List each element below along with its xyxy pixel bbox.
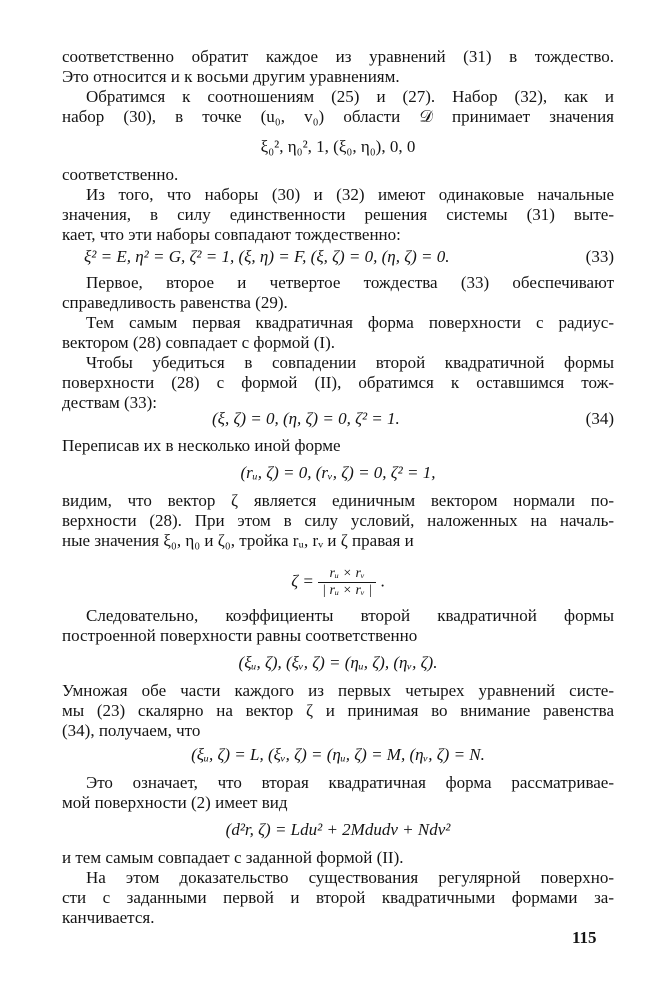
text-line: набор (30), в точке (u₀, v₀) области 𝒟 принимает значения bbox=[62, 107, 614, 126]
equation-34-number: (34) bbox=[585, 409, 614, 428]
text-line: Чтобы убедиться в совпадении второй квадратичной формы bbox=[86, 353, 614, 372]
text-line: вектором (28) совпадает с формой (I). bbox=[62, 333, 335, 352]
text-line: верхности (28). При этом в силу условий, наложенных на началь- bbox=[62, 511, 614, 530]
text-line: справедливость равенства (29). bbox=[62, 293, 288, 312]
equation-coefficients: (ξᵤ, ζ), (ξᵥ, ζ) = (ηᵤ, ζ), (ηᵥ, ζ). bbox=[238, 653, 438, 672]
equation-33-number: (33) bbox=[585, 247, 614, 266]
text-line: ные значения ξ₀, η₀ и ζ₀, тройка rᵤ, rᵥ и ζ правая и bbox=[62, 531, 414, 550]
equation-zeta-end: . bbox=[380, 571, 385, 591]
equation-34-body: (ξ, ζ) = 0, (η, ζ) = 0, ζ² = 1. bbox=[212, 409, 400, 428]
text-line: Это относится и к восьми другим уравнениям. bbox=[62, 67, 400, 86]
text-line: значения, в силу единственности решения системы (31) выте- bbox=[62, 205, 614, 224]
text-line: соответственно. bbox=[62, 165, 179, 184]
text-line: (34), получаем, что bbox=[62, 721, 201, 740]
equation-zeta-lhs: ζ = bbox=[291, 571, 314, 591]
text-line: Это означает, что вторая квадратичная форма рассматривае- bbox=[86, 773, 614, 792]
text-line: Тем самым первая квадратичная форма поверхности с радиус- bbox=[86, 313, 614, 332]
text-line: мы (23) скалярно на вектор ζ и принимая во внимание равенства bbox=[62, 701, 614, 720]
equation-initial-values: ξ₀², η₀², 1, (ξ₀, η₀), 0, 0 bbox=[260, 137, 416, 156]
page-number: 115 bbox=[572, 928, 597, 947]
equation-zeta-fraction bbox=[318, 566, 376, 599]
equation-second-form: (d²r, ζ) = Ldu² + 2Mdudv + Ndv² bbox=[225, 820, 451, 839]
text-line: На этом доказательство существования регулярной поверхно- bbox=[86, 868, 614, 887]
equation-33-body: ξ² = E, η² = G, ζ² = 1, (ξ, η) = F, (ξ, ζ) = 0, (η, ζ) = 0. bbox=[84, 247, 450, 266]
equation-LMN: (ξᵤ, ζ) = L, (ξᵥ, ζ) = (ηᵤ, ζ) = M, (ηᵥ, ζ) = N. bbox=[191, 745, 485, 764]
text-line: Умножая обе части каждого из первых четырех уравнений систе- bbox=[62, 681, 614, 700]
equation-33 bbox=[62, 247, 614, 267]
text-line: Обратимся к соотношениям (25) и (27). Набор (32), как и bbox=[86, 87, 614, 106]
equation-ru-rv: (rᵤ, ζ) = 0, (rᵥ, ζ) = 0, ζ² = 1, bbox=[240, 463, 436, 482]
text-line: Переписав их в несколько иной форме bbox=[62, 436, 341, 455]
text-line: кает, что эти наборы совпадают тождественно: bbox=[62, 225, 401, 244]
text-line: Первое, второе и четвертое тождества (33) обеспечивают bbox=[86, 273, 614, 292]
text-line: и тем самым совпадает с заданной формой (II). bbox=[62, 848, 404, 867]
text-line: дествам (33): bbox=[62, 393, 157, 412]
text-line: соответственно обратит каждое из уравнений (31) в тождество. bbox=[62, 47, 614, 66]
fraction-numerator: rᵤ × rᵥ bbox=[318, 566, 376, 583]
text-line: Следовательно, коэффициенты второй квадратичной формы bbox=[86, 606, 614, 625]
text-line: мой поверхности (2) имеет вид bbox=[62, 793, 288, 812]
text-line: построенной поверхности равны соответственно bbox=[62, 626, 418, 645]
fraction-denominator: | rᵤ × rᵥ | bbox=[322, 583, 373, 598]
text-line: сти с заданными первой и второй квадратичными формами за- bbox=[62, 888, 614, 907]
equation-zeta bbox=[62, 566, 614, 599]
text-line: видим, что вектор ζ является единичным вектором нормали по- bbox=[62, 491, 614, 510]
text-line: канчивается. bbox=[62, 908, 155, 927]
text-line: Из того, что наборы (30) и (32) имеют одинаковые начальные bbox=[86, 185, 614, 204]
text-line: поверхности (28) с формой (II), обратимся к оставшимся тож- bbox=[62, 373, 614, 392]
